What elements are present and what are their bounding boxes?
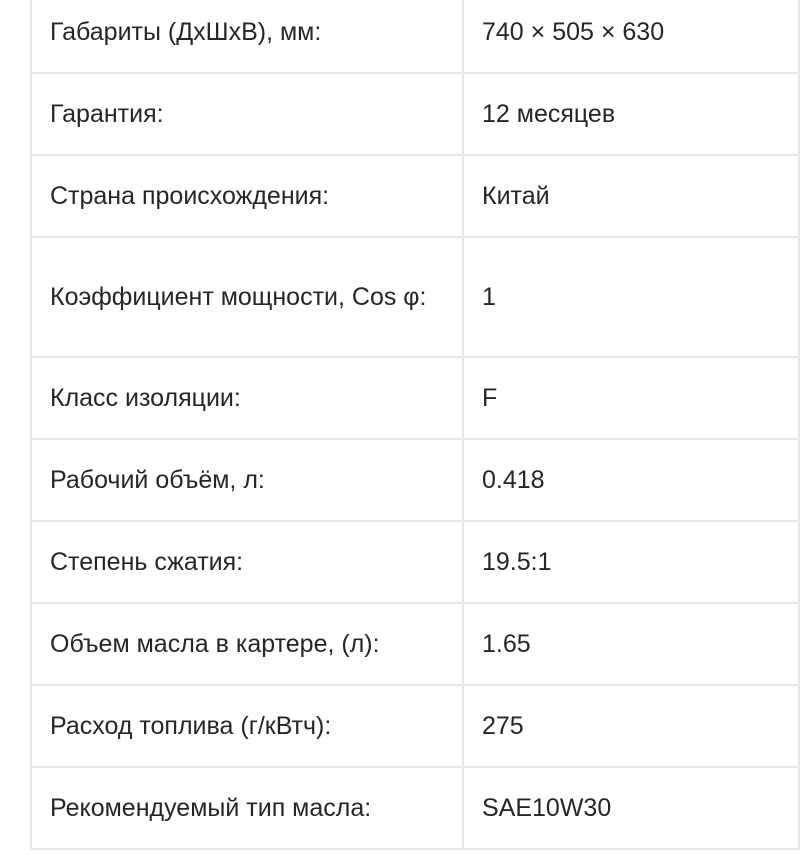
spec-value: 19.5:1 [463, 521, 799, 603]
spec-value: 1.65 [463, 603, 799, 685]
spec-value: F [463, 357, 799, 439]
table-row [31, 357, 799, 439]
table-row [31, 767, 799, 849]
spec-value: 12 месяцев [463, 73, 799, 155]
spec-label: Класс изоляции: [31, 357, 463, 439]
table-row [31, 237, 799, 357]
spec-value: 0.418 [463, 439, 799, 521]
table-row [31, 439, 799, 521]
spec-value: SAE10W30 [463, 767, 799, 849]
table-row [31, 0, 799, 73]
spec-label: Расход топлива (г/кВтч): [31, 685, 463, 767]
table-row [31, 73, 799, 155]
spec-value: Китай [463, 155, 799, 237]
spec-table-body [31, 0, 799, 849]
table-row [31, 521, 799, 603]
table-row [31, 685, 799, 767]
spec-label: Рекомендуемый тип масла: [31, 767, 463, 849]
table-row [31, 603, 799, 685]
spec-label: Рабочий объём, л: [31, 439, 463, 521]
spec-value: 740 × 505 × 630 [463, 0, 799, 73]
spec-label: Степень сжатия: [31, 521, 463, 603]
spec-table [30, 0, 800, 850]
spec-label: Коэффициент мощности, Cos φ: [31, 237, 463, 357]
spec-value: 1 [463, 237, 799, 357]
spec-label: Гарантия: [31, 73, 463, 155]
spec-value: 275 [463, 685, 799, 767]
spec-label: Габариты (ДхШхВ), мм: [31, 0, 463, 73]
table-row [31, 155, 799, 237]
spec-label: Страна происхождения: [31, 155, 463, 237]
spec-label: Объем масла в картере, (л): [31, 603, 463, 685]
